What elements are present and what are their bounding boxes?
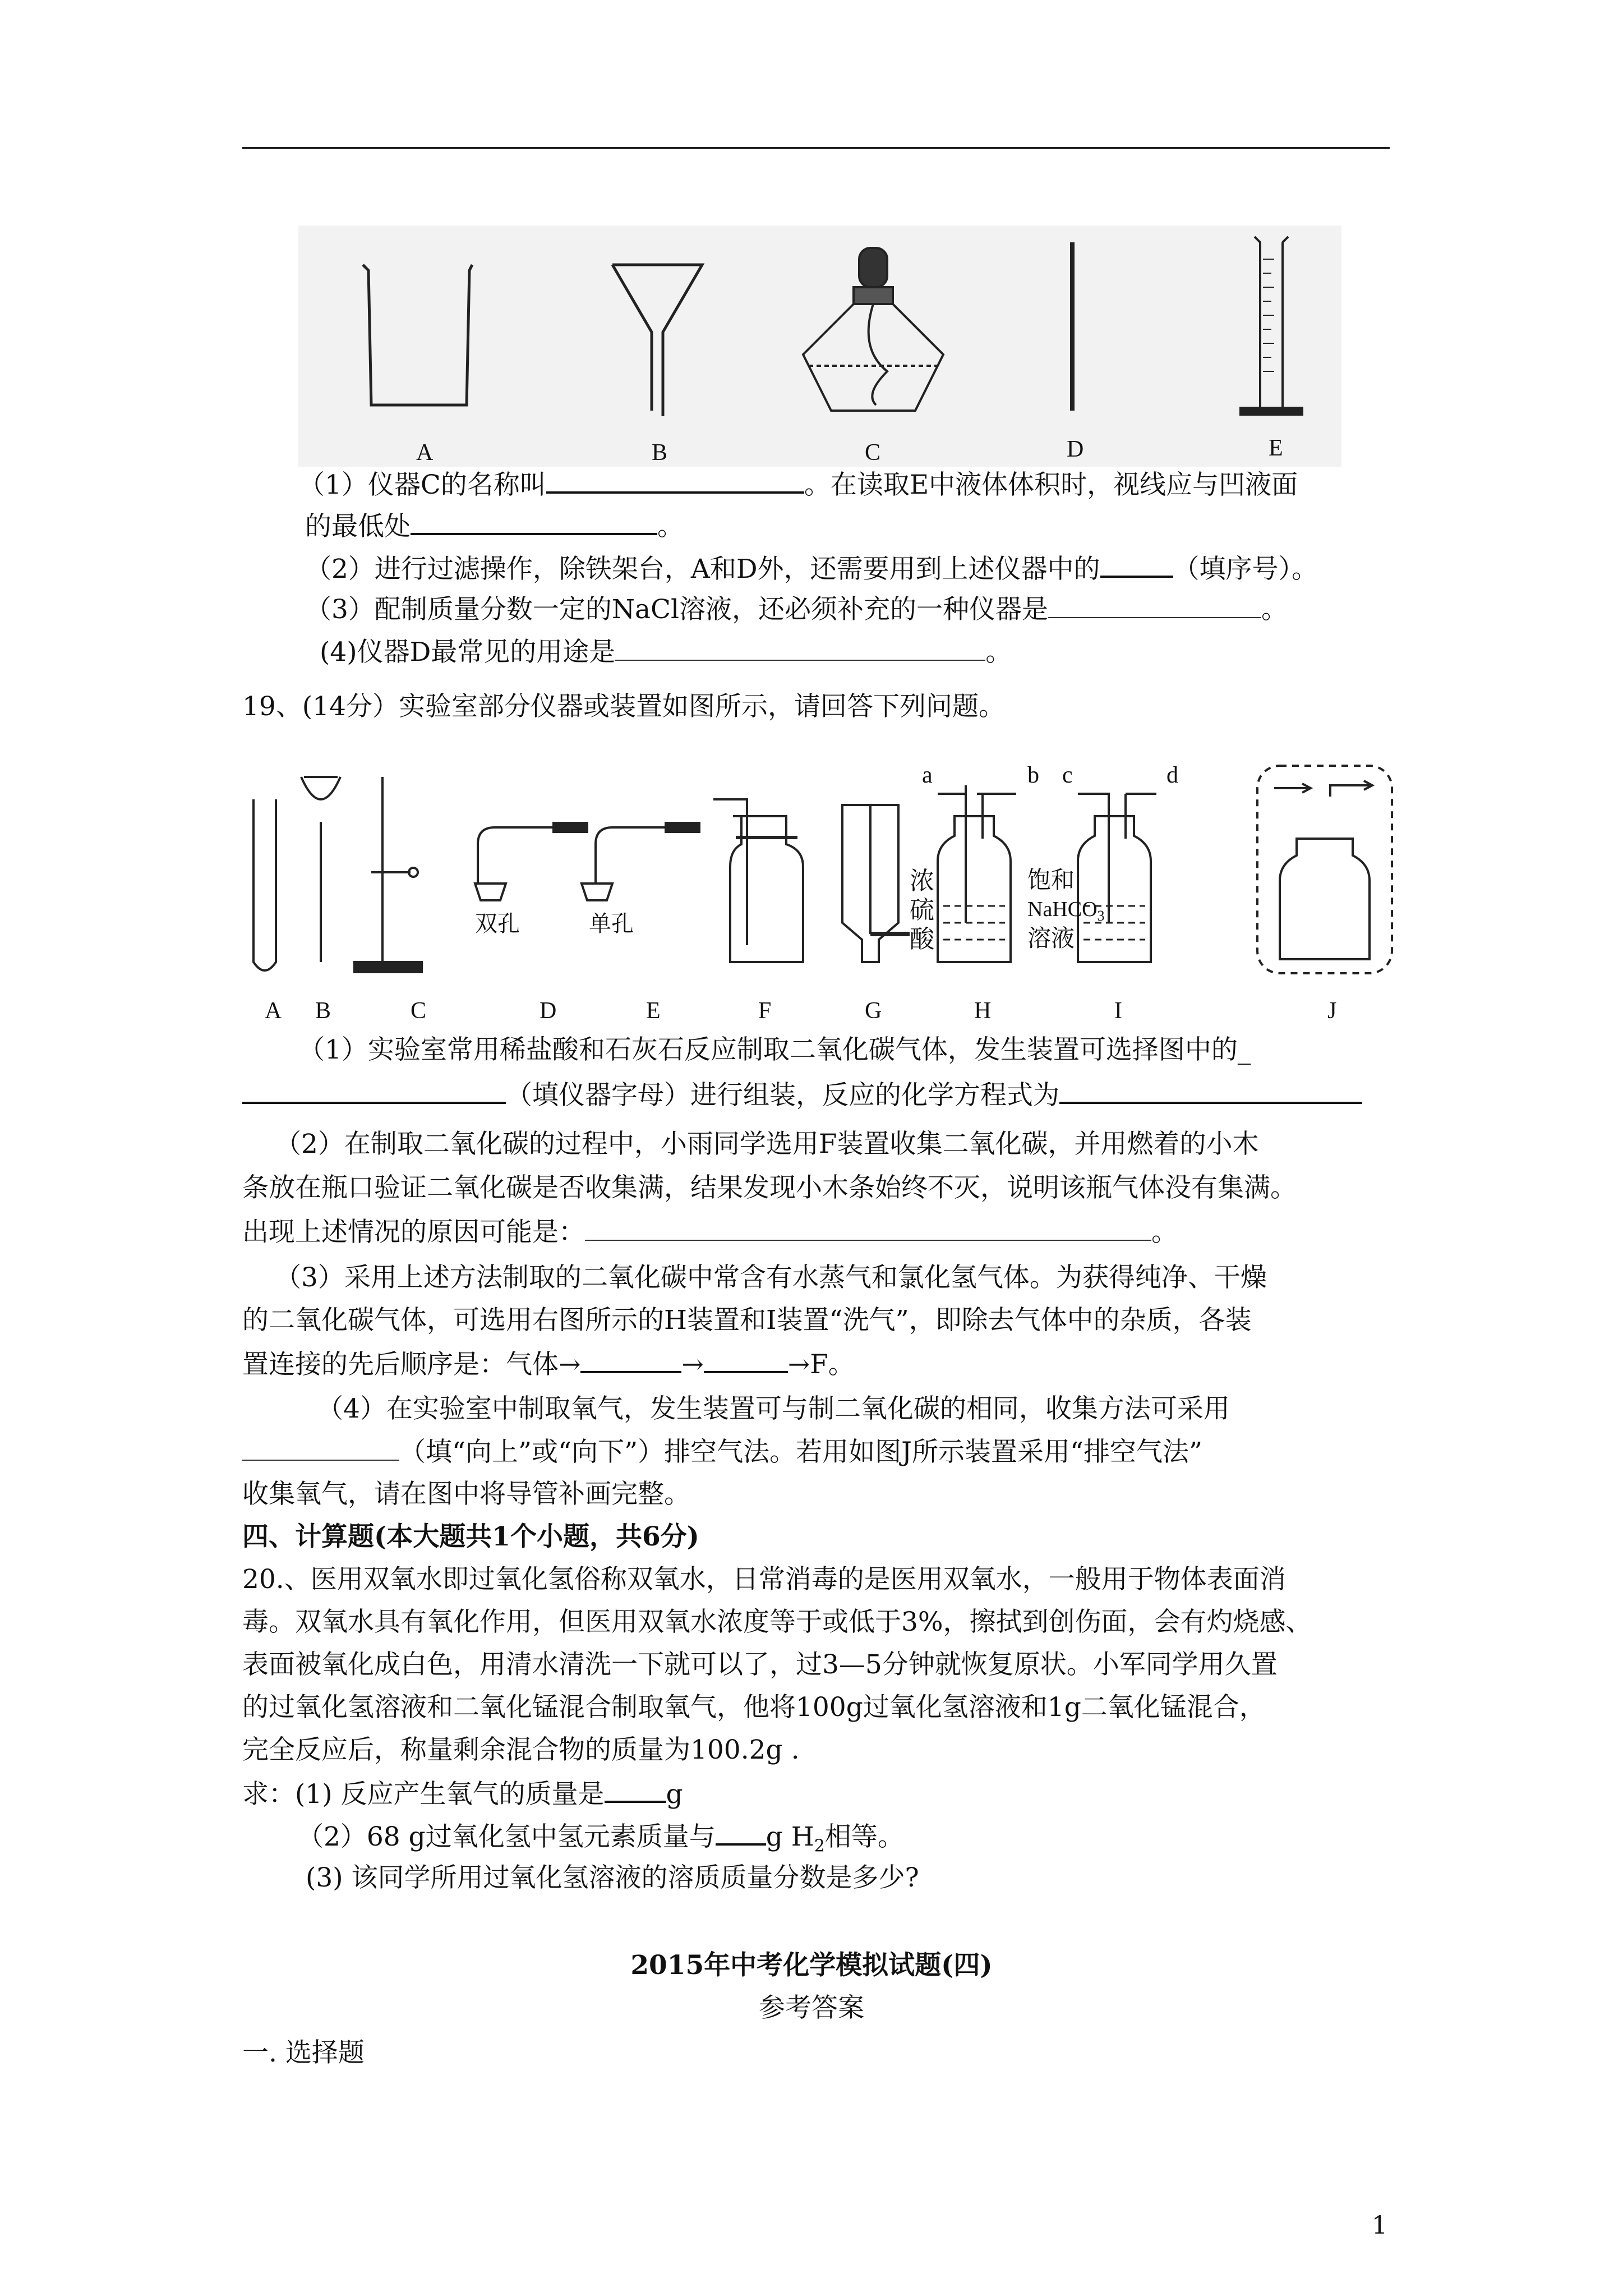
port-b: b xyxy=(1027,762,1039,788)
port-a: a xyxy=(922,762,933,788)
q20-ask-2: （2）68 g过氧化氢中氢元素质量与 g $H_2$相等。 xyxy=(297,1819,904,1863)
answers-title: 2015年中考化学模拟试题(四) xyxy=(630,1950,993,1981)
answer-blank[interactable] xyxy=(580,1346,681,1373)
test-tube-icon xyxy=(253,799,276,970)
q18-part3: （3）配制质量分数一定的NaCl溶液，还必须补充的一种仪器是 。 xyxy=(305,592,1288,627)
fig2-label-c: C xyxy=(411,998,427,1024)
q20-ask-1: 求：(1) 反应产生氧气的质量是 g xyxy=(242,1776,683,1811)
page-number: 1 xyxy=(1372,2211,1387,2240)
fig2-label-f: F xyxy=(758,998,772,1024)
q19-part3-l1: （3）采用上述方法制取的二氧化碳中常含有水蒸气和氯化氢气体。为获得纯净、干燥 xyxy=(275,1262,1267,1293)
fig1-label-b: B xyxy=(652,440,668,466)
q19-part4-l2: （填“向上”或“向下”）排空气法。若用如图J所示装置采用“排空气法” xyxy=(242,1435,1202,1469)
q19-part3-l2: 的二氧化碳气体，可选用右图所示的H装置和I装置“洗气”，即除去气体中的杂质，各装 xyxy=(242,1305,1252,1336)
double-hole-stopper-icon xyxy=(475,823,587,900)
fig2-label-b: B xyxy=(315,998,331,1024)
answer-blank[interactable] xyxy=(242,1077,506,1104)
answer-blank[interactable] xyxy=(1048,592,1261,618)
q18-part4: (4)仪器D最常见的用途是 。 xyxy=(320,635,1012,669)
single-hole-stopper-icon xyxy=(582,823,699,900)
answer-blank[interactable] xyxy=(1100,551,1173,578)
fig2-label-j: J xyxy=(1327,998,1337,1024)
q20-line-5: 完全反应后，称量剩余混合物的质量为100.2g . xyxy=(242,1734,800,1765)
inverted-bottle-icon xyxy=(842,805,910,962)
fig1-label-c: C xyxy=(865,440,881,466)
answer-blank[interactable] xyxy=(615,635,985,661)
port-c: c xyxy=(1062,762,1073,788)
fig2-label-d: D xyxy=(540,998,557,1024)
fig2-label-e: E xyxy=(646,998,661,1024)
h-liquid-1: 浓 xyxy=(910,867,934,895)
answer-blank[interactable] xyxy=(242,1435,399,1461)
header-rule xyxy=(242,147,1390,149)
fig2-label-g: G xyxy=(865,998,882,1024)
fig2-label-a: A xyxy=(265,998,282,1024)
i-liquid-1: 饱和 xyxy=(1027,868,1075,894)
q19-part4-l3: 收集氧气，请在图中将导管补画完整。 xyxy=(242,1479,690,1510)
q19-part3-l3: 置连接的先后顺序是：气体→ → →F。 xyxy=(242,1346,855,1382)
q20-line-4: 的过氧化氢溶液和二氧化锰混合制取氧气，他将100g过氧化氢溶液和1g二氧化锰混合， xyxy=(242,1692,1266,1723)
iron-stand-icon xyxy=(354,777,422,972)
d-caption: 双孔 xyxy=(475,911,520,936)
q20-ask-3: (3) 该同学所用过氧化氢溶液的溶质质量分数是多少? xyxy=(306,1862,919,1893)
answer-blank[interactable] xyxy=(716,1819,766,1846)
q18-part1: （1）仪器C的名称叫 。在读取E中液体体积时，视线应与凹液面 xyxy=(298,467,1298,502)
q18-part2: （2）进行过滤操作，除铁架台，A和D外，还需要用到上述仪器中的 （填序号）。 xyxy=(305,551,1318,586)
wash-bottle-i-icon xyxy=(1078,794,1156,962)
answer-blank[interactable] xyxy=(546,467,804,494)
answer-blank[interactable] xyxy=(585,1215,1151,1241)
port-d: d xyxy=(1166,762,1178,788)
q20-line-1: 20.、医用双氧水即过氧化氢俗称双氧水，日常消毒的是医用双氧水，一般用于物体表面消 xyxy=(242,1564,1286,1595)
q19-part1-cont: （填仪器字母）进行组装，反应的化学方程式为 xyxy=(242,1077,1362,1112)
fig1-label-a: A xyxy=(416,440,434,466)
h-liquid-2: 硫 xyxy=(910,896,934,924)
answer-blank[interactable] xyxy=(704,1346,788,1373)
i-liquid-3: 溶液 xyxy=(1027,926,1075,952)
q18-part1-cont: 的最低处 。 xyxy=(305,508,684,544)
i-liquid-2: NaHCO$_3$ xyxy=(1027,898,1105,924)
q20-line-2: 毒。双氧水具有氧化作用，但医用双氧水浓度等于或低于3%，擦拭到创伤面，会有灼烧感、 xyxy=(242,1607,1312,1637)
wash-bottle-h-icon xyxy=(938,785,1016,962)
q19-part2-l3: 出现上述情况的原因可能是： 。 xyxy=(242,1215,1178,1249)
apparatus-figure-2 xyxy=(242,754,1398,1035)
q19-part4-l1: （4）在实验室中制取氧气，发生装置可与制二氧化碳的相同，收集方法可采用 xyxy=(317,1393,1230,1424)
q19-part2-l2: 条放在瓶口验证二氧化碳是否收集满，结果发现小木条始终不灭，说明该瓶气体没有集满。 xyxy=(242,1172,1297,1203)
fig1-label-d: D xyxy=(1067,436,1084,462)
answer-blank[interactable] xyxy=(411,508,657,535)
gas-bottle-icon xyxy=(713,799,803,962)
answer-blank[interactable] xyxy=(605,1776,666,1803)
h-liquid-3: 酸 xyxy=(910,926,934,953)
e-caption: 单孔 xyxy=(589,911,634,936)
instrument-figure-1 xyxy=(298,226,1341,472)
long-neck-funnel-icon xyxy=(301,777,340,962)
section-4-heading: 四、计算题(本大题共1个小题，共6分) xyxy=(242,1521,699,1552)
q19-part1: （1）实验室常用稀盐酸和石灰石反应制取二氧化碳气体，发生装置可选择图中的_ xyxy=(298,1034,1251,1065)
fig2-label-h: H xyxy=(974,998,992,1024)
q20-line-3: 表面被氧化成白色，用清水清洗一下就可以了，过3—5分钟就恢复原状。小军同学用久置 xyxy=(242,1649,1278,1680)
fig2-label-i: I xyxy=(1114,998,1122,1024)
answers-subtitle: 参考答案 xyxy=(759,1993,864,2023)
answers-section-1: 一. 选择题 xyxy=(242,2037,365,2068)
collection-bottle-j-icon xyxy=(1257,766,1392,973)
q19-part2-l1: （2）在制取二氧化碳的过程中，小雨同学选用F装置收集二氧化碳，并用燃着的小木 xyxy=(275,1129,1259,1159)
fig1-label-e: E xyxy=(1269,435,1283,461)
answer-blank[interactable] xyxy=(1059,1077,1362,1104)
q19-title: 19、(14分）实验室部分仪器或装置如图所示，请回答下列问题。 xyxy=(242,691,1005,722)
